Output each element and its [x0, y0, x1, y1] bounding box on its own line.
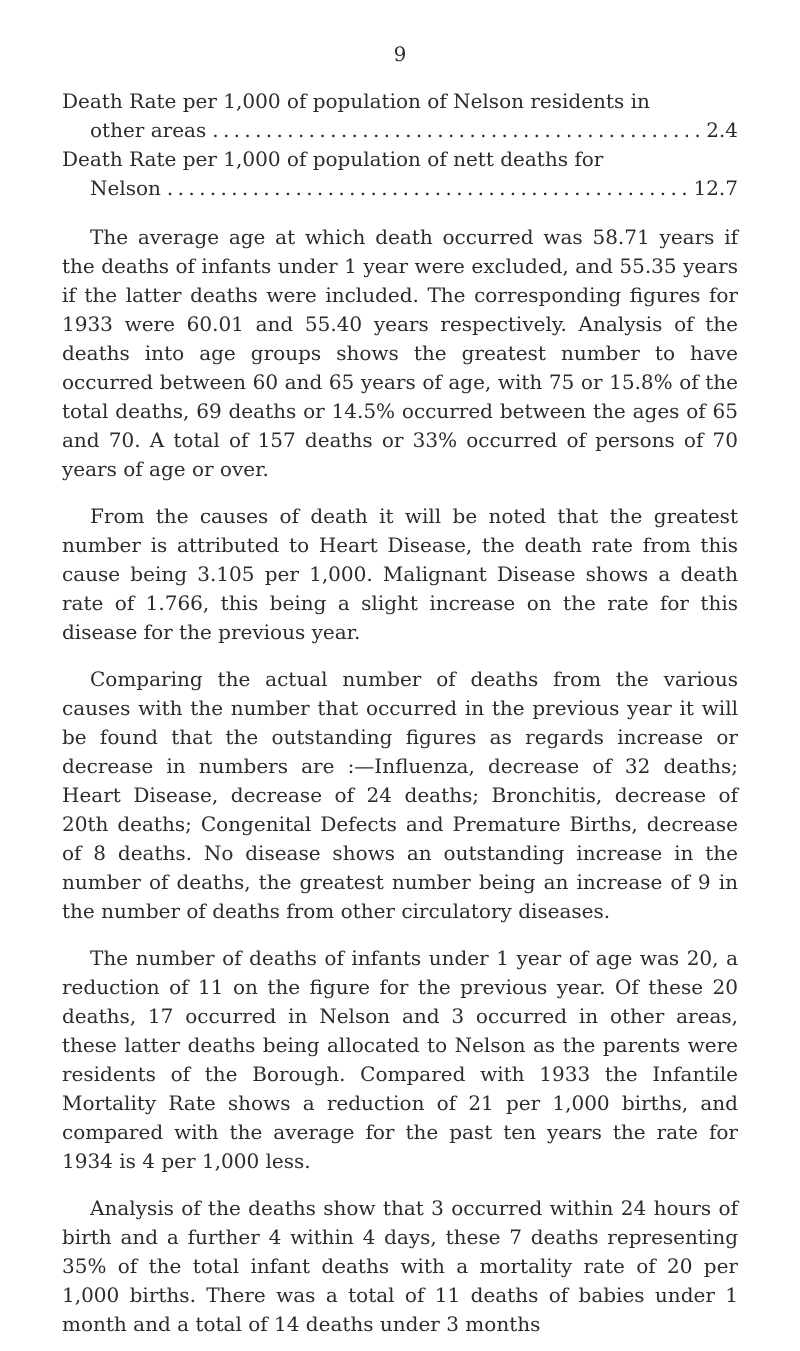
- rate-value: 12.7: [693, 176, 738, 200]
- paragraph-infant-deaths: The number of deaths of infants under 1 year of age was 20, a reduction of 11 on the figure for the previous year. Of these 20 deaths, 17 occurred in Nelson and 3 occurred in other areas, these latter deaths being allocated to Nelson as the parents were residents of the Borough. Compared with 1933 the Infantile Mortality Rate shows a reduction of 21 per 1,000 births, and compared with the average for the past ten years the rate for 1934 is 4 per 1,000 less.: [62, 946, 738, 1173]
- rate-entry-nett-deaths: [62, 145, 738, 203]
- page-content: [62, 87, 738, 1339]
- page-number: 9: [393, 42, 407, 66]
- rate-description: Death Rate per 1,000 of population of Nelson residents in: [62, 89, 650, 113]
- rate-value: 2.4: [706, 118, 738, 142]
- rate-description: Death Rate per 1,000 of population of nett deaths for: [62, 147, 604, 171]
- paragraph-comparison-previous-year: Comparing the actual number of deaths from the various causes with the number that occurred in the previous year it will be found that the outstanding figures as regards increase or decrease in numbers are :—Influenza, decrease of 32 deaths; Heart Disease, decrease of 24 deaths; Bronchitis, decrease of 20th deaths; Congenital Defects and Premature Births, decrease of 8 deaths. No disease shows an outstanding increase in the number of deaths, the greatest number being an increase of 9 in the number of deaths from other circulatory diseases.: [62, 667, 738, 923]
- paragraph-neonatal-analysis: Analysis of the deaths show that 3 occurred within 24 hours of birth and a further 4 within 4 days, these 7 deaths representing 35% of the total infant deaths with a mortality rate of 20 per 1,000 births. There was a total of 11 deaths of babies under 1 month and a total of 14 deaths under 3 months: [62, 1196, 738, 1336]
- rate-label: other areas: [90, 118, 207, 142]
- dot-leader: [167, 174, 688, 203]
- rate-label: Nelson: [90, 176, 161, 200]
- dot-leader: [212, 116, 700, 145]
- paragraph-average-age: The average age at which death occurred was 58.71 years if the deaths of infants under 1 year were excluded, and 55.35 years if the latter deaths were included. The corresponding figures for 1933 were 60.01 and 55.40 years respectively. Analysis of the deaths into age groups shows the greatest number to have occurred between 60 and 65 years of age, with 75 or 15.8% of the total deaths, 69 deaths or 14.5% occurred between the ages of 65 and 70. A total of 157 deaths or 33% occurred of persons of 70 years of age or over.: [62, 225, 738, 481]
- paragraph-causes-of-death: From the causes of death it will be noted that the greatest number is attributed to Heart Disease, the death rate from this cause being 3.105 per 1,000. Malignant Disease shows a death rate of 1.766, this being a slight increase on the rate for this disease for the previous year.: [62, 504, 738, 644]
- rate-entry-residents-other-areas: [62, 87, 738, 145]
